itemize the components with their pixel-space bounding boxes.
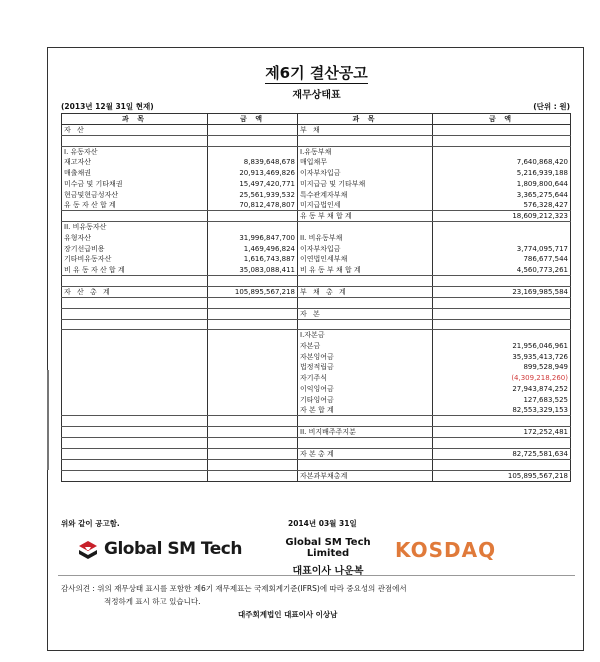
right-item-cell: 자본금	[298, 341, 433, 352]
global-sm-tech-logo	[76, 538, 266, 564]
left-item-cell: I. 유동자산	[62, 146, 208, 157]
right-item-cell: 자본잉여금	[298, 351, 433, 362]
left-amount-cell	[208, 470, 298, 481]
right-item-cell	[298, 276, 433, 287]
left-amount-cell	[208, 394, 298, 405]
right-amount-cell: 35,935,413,726	[433, 351, 571, 362]
table-row	[62, 351, 571, 362]
table-row	[62, 384, 571, 395]
statement-subtitle: 재무상태표	[292, 90, 341, 101]
left-item-cell	[62, 427, 208, 438]
table-header-row	[62, 114, 571, 125]
right-amount-cell	[433, 146, 571, 157]
right-amount-cell: 5,216,939,188	[433, 168, 571, 179]
right-item-cell: 자 본 총 계	[298, 448, 433, 459]
table-row	[62, 222, 571, 233]
left-item-cell: 자 산	[62, 125, 208, 136]
left-amount-cell: 1,616,743,887	[208, 254, 298, 265]
right-amount-cell	[433, 416, 571, 427]
left-item-cell	[62, 308, 208, 319]
right-item-cell: 이자부차입금	[298, 168, 433, 179]
right-amount-cell	[433, 308, 571, 319]
table-row	[62, 362, 571, 373]
right-item-cell: 매입채무	[298, 157, 433, 168]
right-item-cell	[298, 319, 433, 330]
right-item-cell	[298, 416, 433, 427]
table-row	[62, 200, 571, 211]
right-amount-cell: 127,683,525	[433, 394, 571, 405]
table-row	[62, 297, 571, 308]
left-item-cell: 매출채권	[62, 168, 208, 179]
left-item-cell	[62, 319, 208, 330]
table-row	[62, 211, 571, 222]
table-row	[62, 330, 571, 341]
left-item-cell	[62, 470, 208, 481]
left-amount-cell	[208, 341, 298, 352]
table-row	[62, 179, 571, 190]
right-item-cell: 이자부차입금	[298, 243, 433, 254]
ceo-name: 대표이사 나운복	[292, 566, 364, 577]
left-item-cell: 유 동 자 산 합 계	[62, 200, 208, 211]
right-amount-cell: 82,553,329,153	[433, 405, 571, 416]
left-item-cell	[62, 438, 208, 449]
right-item-cell: I.자본금	[298, 330, 433, 341]
left-item-cell	[62, 341, 208, 352]
right-item-cell: 자기주식	[298, 373, 433, 384]
right-item-cell	[298, 136, 433, 147]
table-row	[62, 470, 571, 481]
left-item-cell	[62, 394, 208, 405]
left-amount-cell	[208, 276, 298, 287]
left-amount-cell: 105,895,567,218	[208, 286, 298, 297]
right-amount-cell: 7,640,868,420	[433, 157, 571, 168]
table-row	[62, 146, 571, 157]
right-item-cell: II. 비유동부채	[298, 233, 433, 244]
logo-mark-icon	[76, 538, 100, 562]
table-row	[62, 341, 571, 352]
right-item-cell: 이익잉여금	[298, 384, 433, 395]
header-left-item: 과 목	[62, 114, 208, 125]
right-item-cell: 자 본 합 계	[298, 405, 433, 416]
right-amount-cell	[433, 319, 571, 330]
left-item-cell: 현금및현금성자산	[62, 189, 208, 200]
table-row	[62, 254, 571, 265]
right-item-cell: 자본과부채총계	[298, 470, 433, 481]
left-amount-cell: 70,812,478,807	[208, 200, 298, 211]
left-amount-cell	[208, 297, 298, 308]
left-amount-cell	[208, 362, 298, 373]
table-row	[62, 276, 571, 287]
right-amount-cell	[433, 222, 571, 233]
table-row	[62, 459, 571, 470]
right-amount-cell: 21,956,046,961	[433, 341, 571, 352]
table-body	[62, 125, 571, 482]
table-row	[62, 394, 571, 405]
left-amount-cell: 35,083,088,411	[208, 265, 298, 276]
left-amount-cell: 31,996,847,700	[208, 233, 298, 244]
right-item-cell: 부 채 총 계	[298, 286, 433, 297]
left-amount-cell	[208, 125, 298, 136]
left-item-cell	[62, 136, 208, 147]
left-item-cell: 장기선급비용	[62, 243, 208, 254]
left-amount-cell	[208, 308, 298, 319]
right-amount-cell: 786,677,544	[433, 254, 571, 265]
table-row	[62, 438, 571, 449]
table-row	[62, 373, 571, 384]
table-row	[62, 448, 571, 459]
left-amount-cell	[208, 330, 298, 341]
left-amount-cell: 15,497,420,771	[208, 179, 298, 190]
left-amount-cell	[208, 319, 298, 330]
left-amount-cell	[208, 416, 298, 427]
left-item-cell: 재고자산	[62, 157, 208, 168]
right-item-cell: II. 비지배주주지분	[298, 427, 433, 438]
right-item-cell: 자 본	[298, 308, 433, 319]
right-amount-cell	[433, 233, 571, 244]
announcement-date: 2014년 03월 31일	[288, 519, 357, 528]
balance-sheet-table	[61, 113, 571, 482]
right-item-cell	[298, 222, 433, 233]
right-item-cell: 미지급법인세	[298, 200, 433, 211]
left-amount-cell	[208, 438, 298, 449]
left-amount-cell	[208, 405, 298, 416]
left-amount-cell	[208, 146, 298, 157]
kosdaq-logo: KOSDAQ	[395, 538, 497, 562]
right-amount-cell: 1,809,800,644	[433, 179, 571, 190]
table-row	[62, 168, 571, 179]
header-right-amount: 금 액	[433, 114, 571, 125]
table-row	[62, 157, 571, 168]
table-row	[62, 308, 571, 319]
table-row	[62, 265, 571, 276]
logo-wordmark: Global SM Tech	[104, 539, 242, 559]
right-amount-cell: 172,252,481	[433, 427, 571, 438]
left-item-cell: 기타비유동자산	[62, 254, 208, 265]
left-amount-cell	[208, 448, 298, 459]
left-item-cell	[62, 373, 208, 384]
table-row	[62, 427, 571, 438]
left-amount-cell: 1,469,496,824	[208, 243, 298, 254]
right-amount-cell: 899,528,949	[433, 362, 571, 373]
right-amount-cell: 23,169,985,584	[433, 286, 571, 297]
left-amount-cell	[208, 373, 298, 384]
right-amount-cell	[433, 297, 571, 308]
company-name: Global SM Tech Limited	[285, 537, 371, 559]
right-amount-cell: 576,328,427	[433, 200, 571, 211]
right-amount-cell	[433, 136, 571, 147]
left-item-cell: 유형자산	[62, 233, 208, 244]
left-item-cell	[62, 276, 208, 287]
table-row	[62, 125, 571, 136]
right-amount-cell	[433, 438, 571, 449]
table-row	[62, 233, 571, 244]
table-row	[62, 136, 571, 147]
left-amount-cell: 8,839,648,678	[208, 157, 298, 168]
auditor-signature: 대주회계법인 대표이사 이상남	[238, 610, 338, 619]
left-amount-cell	[208, 211, 298, 222]
left-amount-cell: 20,913,469,826	[208, 168, 298, 179]
right-item-cell: 이연법인세부채	[298, 254, 433, 265]
right-item-cell: 비 유 동 부 채 합 계	[298, 265, 433, 276]
header-right-item: 과 목	[298, 114, 433, 125]
left-item-cell	[62, 297, 208, 308]
audit-opinion-line-1: 감사의견 : 위의 재무상태 표시를 포함한 제6기 재무제표는 국제회계기준(IFRS)에 따라 중요성의 관점에서	[61, 584, 407, 593]
right-item-cell: 기타잉여금	[298, 394, 433, 405]
left-item-cell	[62, 416, 208, 427]
currency-unit: (단위 : 원)	[533, 102, 570, 111]
right-item-cell: 유 동 부 채 합 계	[298, 211, 433, 222]
right-item-cell	[298, 459, 433, 470]
left-item-cell	[62, 330, 208, 341]
as-of-date: (2013년 12월 31일 현재)	[61, 102, 154, 111]
right-amount-cell: 18,609,212,323	[433, 211, 571, 222]
table-row	[62, 319, 571, 330]
right-item-cell: 미지급금 및 기타부채	[298, 179, 433, 190]
announcement-page	[47, 47, 584, 651]
right-amount-cell	[433, 330, 571, 341]
left-item-cell: 비 유 동 자 산 합 계	[62, 265, 208, 276]
table-row	[62, 189, 571, 200]
left-item-cell	[62, 351, 208, 362]
table-row	[62, 243, 571, 254]
edge-strip	[47, 370, 49, 470]
company-block	[268, 537, 388, 577]
right-amount-cell	[433, 459, 571, 470]
left-amount-cell	[208, 351, 298, 362]
divider	[58, 575, 575, 576]
left-item-cell: 자 산 총 계	[62, 286, 208, 297]
right-item-cell: I.유동부채	[298, 146, 433, 157]
left-amount-cell	[208, 459, 298, 470]
left-item-cell	[62, 384, 208, 395]
right-item-cell	[298, 297, 433, 308]
right-amount-cell	[433, 276, 571, 287]
table-row	[62, 416, 571, 427]
audit-opinion-line-2: 적정하게 표시 하고 있습니다.	[104, 597, 201, 606]
left-item-cell: 미수금 및 기타채권	[62, 179, 208, 190]
left-amount-cell	[208, 136, 298, 147]
header-left-amount: 금 액	[208, 114, 298, 125]
right-amount-cell: 3,774,095,717	[433, 243, 571, 254]
right-amount-cell: 4,560,773,261	[433, 265, 571, 276]
right-amount-cell: 27,943,874,252	[433, 384, 571, 395]
left-amount-cell	[208, 384, 298, 395]
right-item-cell: 특수관계자부채	[298, 189, 433, 200]
table-row	[62, 405, 571, 416]
left-amount-cell: 25,561,939,532	[208, 189, 298, 200]
left-item-cell: II. 비유동자산	[62, 222, 208, 233]
document-title: 제6기 결산공고	[265, 64, 368, 82]
left-item-cell	[62, 405, 208, 416]
right-amount-cell: 82,725,581,634	[433, 448, 571, 459]
right-amount-cell: 3,365,275,644	[433, 189, 571, 200]
left-item-cell	[62, 211, 208, 222]
left-amount-cell	[208, 427, 298, 438]
right-item-cell: 부 채	[298, 125, 433, 136]
left-item-cell	[62, 459, 208, 470]
table-row	[62, 286, 571, 297]
right-item-cell	[298, 438, 433, 449]
right-amount-cell: 105,895,567,218	[433, 470, 571, 481]
left-item-cell	[62, 362, 208, 373]
right-amount-cell	[433, 125, 571, 136]
left-item-cell	[62, 448, 208, 459]
right-item-cell: 법정적립금	[298, 362, 433, 373]
right-amount-cell: (4,309,218,260)	[433, 373, 571, 384]
left-amount-cell	[208, 222, 298, 233]
closing-note: 위와 같이 공고함.	[61, 519, 120, 528]
